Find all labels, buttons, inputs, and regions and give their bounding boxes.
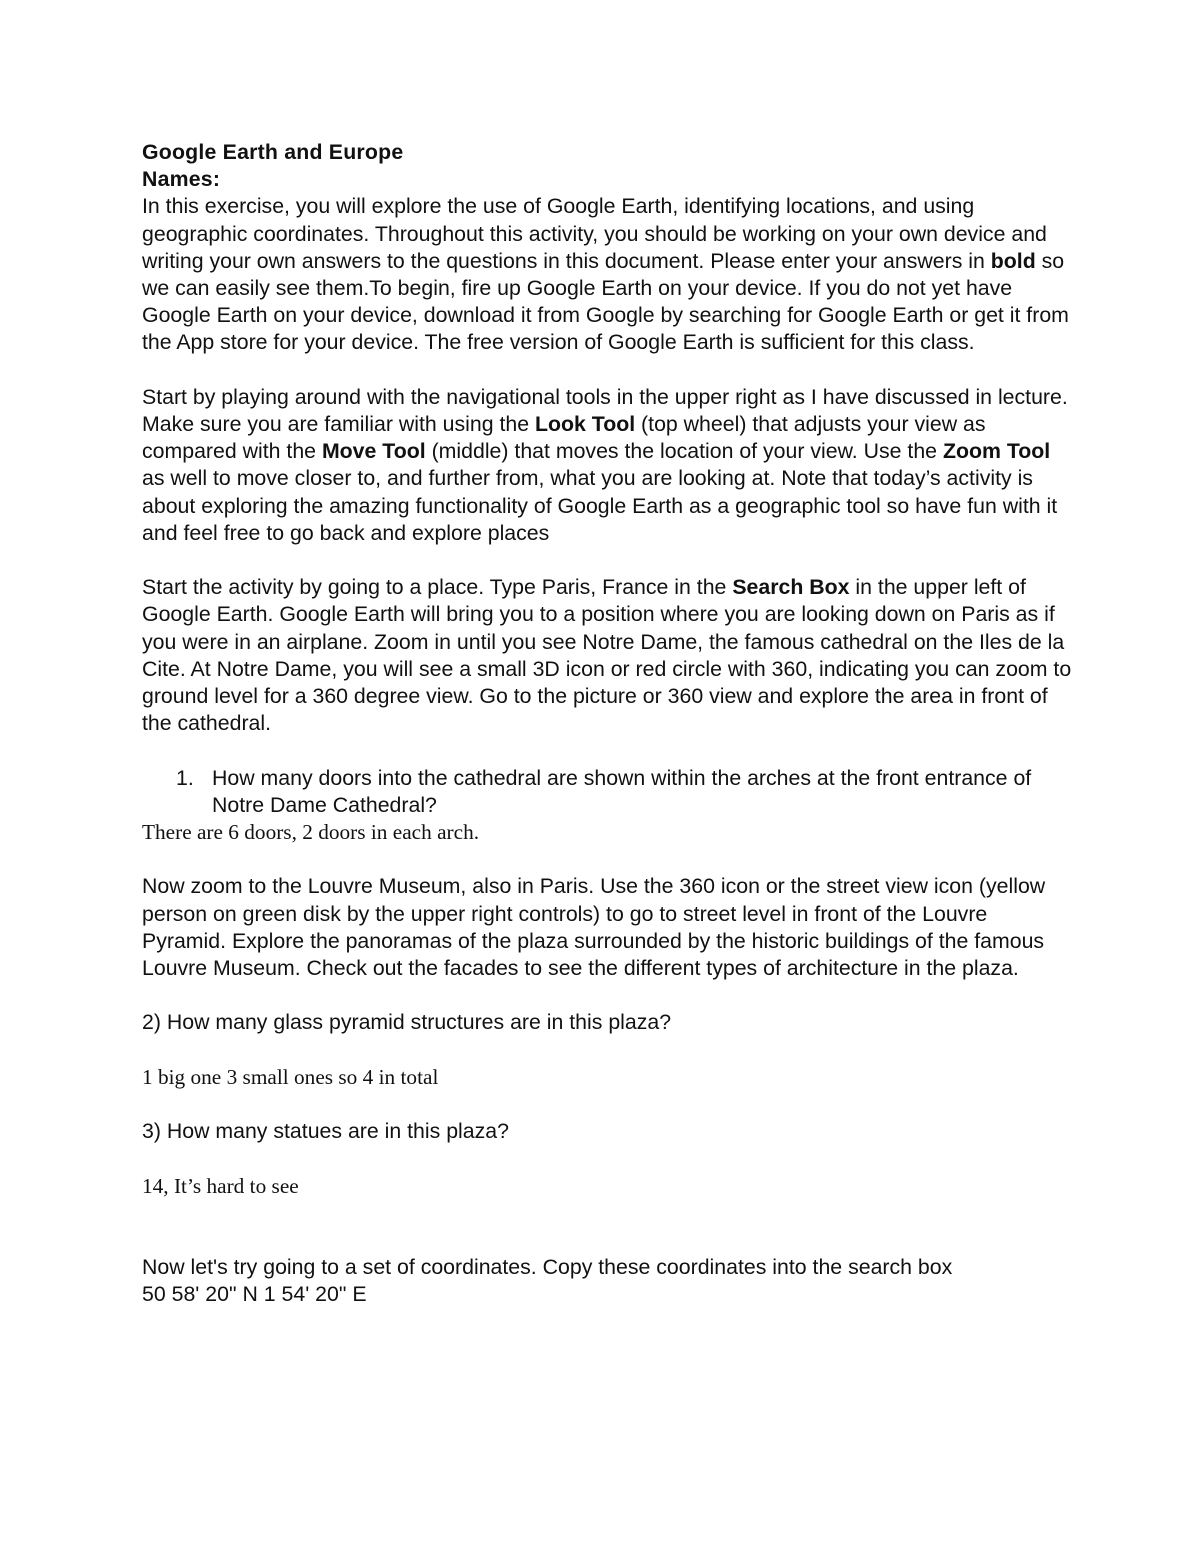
spacer [142, 846, 1072, 873]
zoom-tool-term: Zoom Tool [942, 439, 1051, 464]
spacer [142, 982, 1072, 1009]
coordinates-value: 50 58' 20" N 1 54' 20" E [142, 1282, 367, 1307]
spacer [142, 1145, 1072, 1172]
paris-text-2: in the upper left of Google Earth. Google Earth will bring you to a position where you are looking down on Paris as if you were in an airplane. Zoom in until you see Notre Dame, the famous cathedral on the Iles de la Cite. At Notre Dame, you will see a small 3D icon or red circle with 360, indicating you can zoom to ground level for a 360 degree view. Go to the picture or 360 view and explore the area in front of the cathedral. [142, 575, 1072, 736]
answer-2: 1 big one 3 small ones so 4 in total [142, 1064, 439, 1089]
document-title: Google Earth and Europe [142, 140, 404, 164]
spacer [142, 547, 1072, 574]
spacer [142, 1037, 1072, 1064]
answer-1: There are 6 doors, 2 doors in each arch. [142, 820, 480, 845]
intro-text-1: In this exercise, you will explore the use of Google Earth, identifying locations, and using geographic coordinates. Throughout this activity, you should be working on your own device and writing your own answers to the questions in this document. Please enter your answers in [142, 194, 1047, 273]
look-tool-term: Look Tool [534, 412, 636, 437]
nav-text-2: (top wheel) that adjusts your view as compared with the [142, 412, 986, 464]
intro-bold-word: bold [990, 248, 1036, 273]
spacer [142, 737, 1072, 764]
question-1 [142, 765, 1072, 819]
answer-3: 14, It’s hard to see [142, 1173, 299, 1198]
coordinates-instruction: Now let's try going to a set of coordinates. Copy these coordinates into the search box [142, 1255, 953, 1280]
louvre-paragraph: Now zoom to the Louvre Museum, also in Paris. Use the 360 icon or the street view icon (yellow person on green disk by the upper right controls) to go to street level in front of the Louvre Pyramid. Explore the panoramas of the plaza surrounded by the historic buildings of the famous Louvre Museum. Check out the facades to see the different types of architecture in the plaza. [142, 874, 1046, 981]
question-1-text: How many doors into the cathedral are shown within the arches at the front entrance of Notre Dame Cathedral? [212, 765, 1032, 817]
nav-text-3: (middle) that moves the location of your view. Use the [425, 439, 943, 464]
move-tool-term: Move Tool [321, 439, 426, 464]
names-label: Names: [142, 167, 221, 192]
intro-paragraph [142, 193, 1072, 356]
paris-text-1: Start the activity by going to a place. Type Paris, France in the [142, 575, 733, 600]
document-page [142, 139, 1072, 1309]
question-2: 2) How many glass pyramid structures are in this plaza? [142, 1010, 672, 1035]
navigation-paragraph [142, 384, 1072, 547]
question-1-number: 1. [176, 765, 194, 790]
nav-text-4: as well to move closer to, and further from, what you are looking at. Note that today’s activity is about exploring the amazing functionality of Google Earth as a geographic tool so have fun with it and feel free to go back and explore places [142, 466, 1058, 545]
spacer [142, 357, 1072, 384]
nav-text-1: Start by playing around with the navigational tools in the upper right as I have discussed in lecture. Make sure you are familiar with using the [142, 384, 1068, 437]
spacer [142, 1091, 1072, 1118]
search-box-term: Search Box [732, 575, 850, 600]
spacer [142, 1227, 1072, 1254]
question-3: 3) How many statues are in this plaza? [142, 1119, 509, 1144]
spacer [142, 1200, 1072, 1227]
intro-text-2: so we can easily see them.To begin, fire up Google Earth on your device. If you do not yet have Google Earth on your device, download it from Google by searching for Google Earth or get it from the App store for your device. The free version of Google Earth is sufficient for this class. [142, 248, 1069, 355]
paris-paragraph [142, 574, 1072, 737]
